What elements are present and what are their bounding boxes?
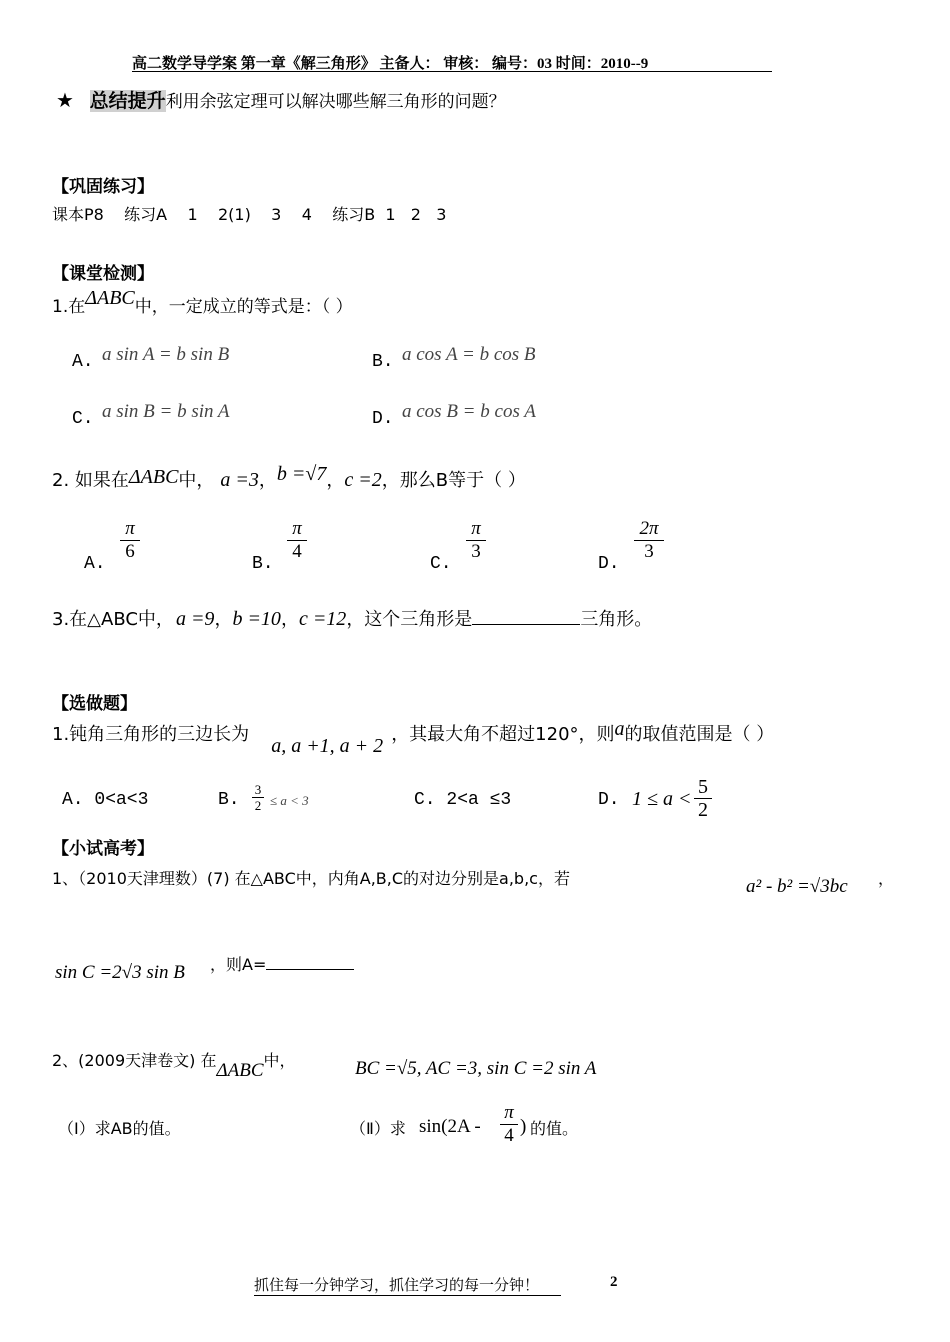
exam-q2-part1: （Ⅰ）求AB的值。 bbox=[58, 1119, 181, 1138]
check-q2-suffix: ，那么B等于（ ） bbox=[381, 470, 526, 491]
section-exam-title: 【小试高考】 bbox=[52, 839, 154, 859]
check-q3-answer-blank[interactable] bbox=[472, 624, 580, 625]
optional-q1-option-b-frac: $\frac{3}{2}$ bbox=[252, 782, 264, 813]
check-q2: 2. 如果在ΔABC中， a =3，b =√7，c =2，那么B等于（ ） bbox=[52, 463, 526, 491]
exam-q1-suffix-text: ，则A= bbox=[210, 955, 267, 974]
check-q3-c: c =12 bbox=[298, 608, 347, 630]
check-q2-option-b-label: B. bbox=[252, 554, 274, 574]
optional-q1-option-d-left: 1 ≤ a < bbox=[632, 788, 692, 810]
check-q1-option-a: a sin A = b sin B bbox=[102, 344, 230, 365]
page-number: 2 bbox=[610, 1274, 618, 1290]
optional-q1-option-a: A. 0<a<3 bbox=[62, 790, 149, 810]
check-q2-option-a-label: A. bbox=[84, 554, 106, 574]
optional-q1-option-b-label: B. bbox=[218, 790, 240, 810]
check-q3-end: 三角形。 bbox=[580, 609, 653, 630]
check-q1 bbox=[52, 287, 353, 318]
section-check-title: 【课堂检测】 bbox=[52, 264, 154, 284]
exam-q2-line bbox=[52, 1048, 296, 1081]
check-q1-option-d: a cos B = b cos A bbox=[402, 401, 536, 422]
check-q1-option-c-label: C. bbox=[72, 409, 94, 429]
optional-q1-sides: a, a +1, a + 2 bbox=[271, 735, 384, 757]
star-icon: ★ bbox=[56, 88, 74, 112]
check-q3-prefix: 3.在△ABC中， bbox=[52, 609, 174, 630]
optional-q1-option-d-label: D. bbox=[598, 790, 620, 810]
check-q1-option-a-label: A. bbox=[72, 352, 94, 372]
exam-q1-eq1: a² - b² =√3bc bbox=[746, 876, 848, 897]
exam-q2-part2-suffix: 的值。 bbox=[530, 1119, 579, 1138]
check-q3-a: a =9 bbox=[175, 608, 215, 630]
check-q2-b: b =√7 bbox=[276, 463, 327, 485]
check-q3-b: b =10 bbox=[232, 608, 281, 630]
exam-q1-suffix bbox=[210, 952, 354, 975]
check-q2-option-c-label: C. bbox=[430, 554, 452, 574]
check-q2-c: c =2 bbox=[344, 469, 382, 491]
exam-q2-mid: 中， bbox=[263, 1051, 296, 1070]
exam-q2-part2-prefix: （Ⅱ）求 bbox=[350, 1119, 406, 1138]
check-q3: 3.在△ABC中， a =9，b =10，c =12，这个三角形是 三角形。 bbox=[52, 608, 653, 630]
exam-q2-part2-frac: $\frac{\pi}{4}$ bbox=[500, 1102, 518, 1147]
optional-q1-prefix: 1.钝角三角形的三边长为 bbox=[52, 724, 250, 745]
summary-question: 利用余弦定理可以解决哪些解三角形的问题？ bbox=[165, 92, 506, 112]
check-q2-prefix: 2. 如果在 bbox=[52, 470, 129, 491]
optional-q1-option-c: C. 2<a ≤3 bbox=[414, 790, 512, 810]
check-q2-a: a =3 bbox=[220, 469, 259, 491]
check-q1-option-b: a cos A = b cos B bbox=[402, 344, 536, 365]
check-q2-option-d: $\frac{2\pi}{3}$ bbox=[634, 518, 664, 563]
check-q1-option-c: a sin B = b sin A bbox=[102, 401, 230, 422]
check-q1-triangle: ΔABC bbox=[85, 287, 135, 309]
check-q2-option-b: $\frac{\pi}{4}$ bbox=[287, 518, 307, 563]
optional-q1 bbox=[52, 718, 775, 757]
check-q2-option-a: $\frac{\pi}{6}$ bbox=[120, 518, 140, 563]
exam-q2-triangle: ΔABC bbox=[216, 1060, 264, 1081]
optional-q1-mid: ，其最大角不超过120°，则 bbox=[391, 724, 615, 745]
exam-q2-part2-close: ) bbox=[520, 1116, 527, 1137]
optional-q1-option-b-rest: ≤ a < 3 bbox=[270, 793, 309, 808]
optional-q1-var: a bbox=[614, 718, 625, 740]
exam-q2-equation: BC =√5, AC =3, sin C =2 sin A bbox=[355, 1058, 597, 1079]
check-q1-prefix: 1.在 bbox=[52, 297, 86, 317]
exam-q1-comma: ， bbox=[878, 869, 895, 888]
check-q2-option-d-label: D. bbox=[598, 554, 620, 574]
exam-q2-prefix: 2、(2009天津卷文) 在 bbox=[52, 1051, 217, 1070]
optional-q1-option-d-frac: $\frac{5}{2}$ bbox=[694, 776, 712, 821]
consolidate-line: 课本P8 练习A 1 2(1) 3 4 练习B 1 2 3 bbox=[52, 205, 447, 224]
check-q2-option-c: $\frac{\pi}{3}$ bbox=[466, 518, 486, 563]
section-optional-title: 【选做题】 bbox=[52, 694, 137, 714]
exam-q1-eq2: sin C =2√3 sin B bbox=[55, 962, 185, 983]
optional-q1-suffix: 的取值范围是（ ） bbox=[624, 724, 775, 745]
exam-q1-text: 1、（2010天津理数）(7) 在△ABC中，内角A,B,C的对边分别是a,b,c，若 bbox=[52, 869, 570, 888]
footer-motto: 抓住每一分钟学习，抓住学习的每一分钟！ bbox=[254, 1274, 561, 1296]
check-q1-option-b-label: B. bbox=[372, 352, 394, 372]
check-q1-suffix: 中，一定成立的等式是：（ ） bbox=[134, 297, 353, 317]
check-q2-mid: 中， bbox=[178, 470, 215, 491]
check-q3-suffix: ，这个三角形是 bbox=[346, 609, 473, 630]
summary-line bbox=[56, 86, 506, 113]
section-consolidate-title: 【巩固练习】 bbox=[52, 177, 154, 197]
header-rule bbox=[132, 71, 772, 72]
check-q2-triangle: ΔABC bbox=[128, 466, 179, 488]
check-q1-option-d-label: D. bbox=[372, 409, 394, 429]
exam-q1-answer-blank[interactable] bbox=[266, 969, 354, 970]
summary-highlight: 总结提升 bbox=[89, 90, 166, 112]
page-header: 高二数学导学案 第一章《解三角形》 主备人： 审核： 编号：03 时间：2010--9 bbox=[132, 56, 649, 72]
exam-q2-part2-fn: sin(2A - bbox=[419, 1116, 481, 1137]
